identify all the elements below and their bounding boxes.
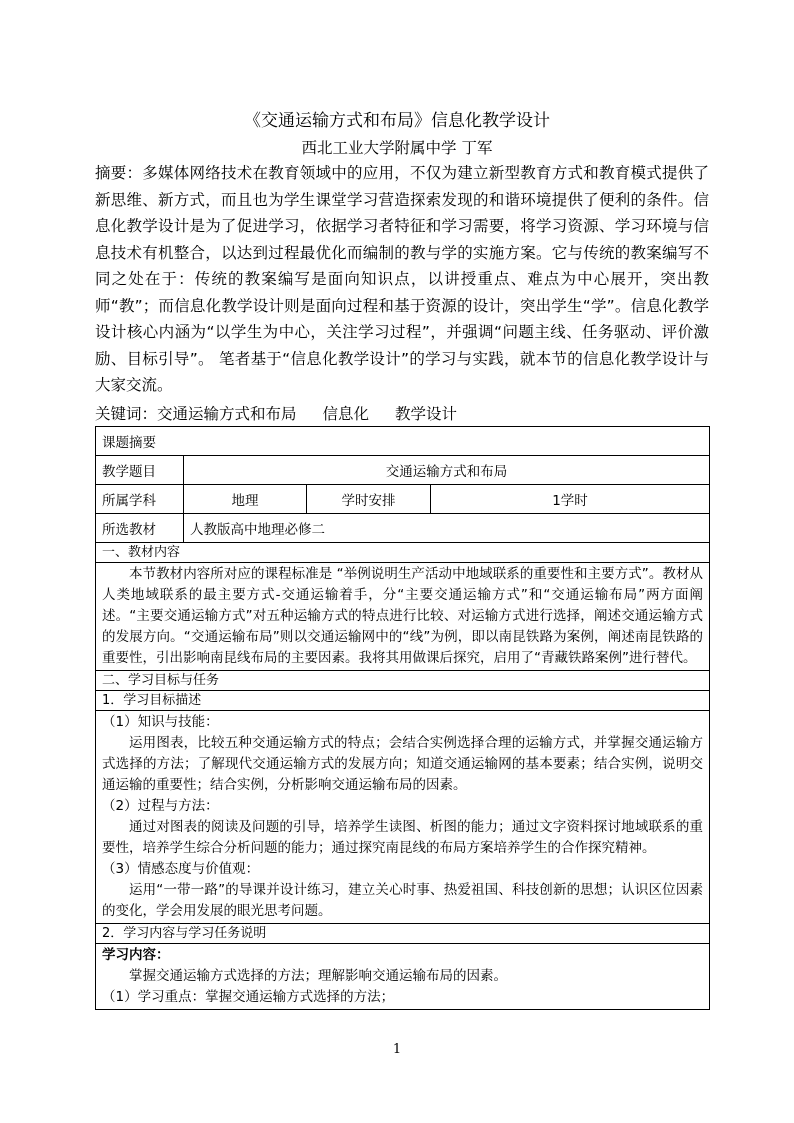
keyword-item: 教学设计 [395, 405, 458, 423]
table-row [96, 924, 710, 944]
goal-1-text: 运用图表，比较五种交通运输方式的特点；会结合实例选择合理的运输方式，并掌握交通运输方式选择的方法；了解现代交通运输方式的发展方向；知道交通运输网的基本要素；结合实例，说明交通运输的重要性；结合实例，分析影响交通运输布局的因素。 [102, 735, 703, 793]
textbook-value: 人教版高中地理必修二 [184, 514, 710, 543]
hours-label: 学时安排 [307, 485, 431, 514]
table-row [96, 671, 710, 691]
table-row [96, 427, 710, 456]
subsection-title-2: 2．学习内容与学习任务说明 [96, 924, 710, 944]
key-point: （1）学习重点：掌握交通运输方式选择的方法； [102, 989, 395, 1005]
table-row [96, 485, 710, 514]
section-title-2: 二、学习目标与任务 [96, 671, 710, 691]
table-row [96, 456, 710, 485]
section-1-text: 本节教材内容所对应的课程标准是 “举例说明生产活动中地域联系的重要性和主要方式”。教材从人类地域联系的最主要方式-交通运输着手，分“主要交通运输方式”和“交通运输布局”两方面阐述。“主要交通运输方式”对五种运输方式的特点进行比较、对运输方式进行选择，阐述交通运输方式的发展方向。“交通运输布局”则以交通运输网中的“线”为例，即以南昆铁路为案例，阐述南昆铁路的重要性，引出影响南昆线布局的主要因素。我将其用做课后探究，启用了“青藏铁路案例”进行替代。 [102, 566, 703, 666]
table-row [96, 944, 710, 1010]
section-title-1: 一、教材内容 [96, 543, 710, 563]
section-1-content [96, 563, 710, 671]
learning-goals [96, 711, 710, 924]
content-text: 掌握交通运输方式选择的方法；理解影响交通运输布局的因素。 [129, 968, 507, 984]
summary-header: 课题摘要 [96, 427, 710, 456]
goal-2-title: （2）过程与方法： [102, 798, 219, 814]
keyword-item: 信息化 [322, 405, 370, 423]
page-number: 1 [392, 1042, 402, 1057]
subsection-title-1: 1．学习目标描述 [96, 691, 710, 711]
hours-value: 1学时 [431, 485, 710, 514]
goal-3-title: （3）情感态度与价值观： [102, 861, 260, 877]
table-row [96, 563, 710, 671]
topic-label: 教学题目 [96, 456, 184, 485]
keywords-line [95, 403, 709, 425]
keywords-label: 关键词： [95, 405, 158, 423]
design-table [95, 426, 710, 1010]
content-label: 学习内容： [102, 947, 170, 963]
goal-3-text: 运用“一带一路”的导课并设计练习，建立关心时事、热爱祖国、科技创新的思想；认识区位因素的变化，学会用发展的眼光思考问题。 [102, 882, 703, 919]
subject-value: 地理 [184, 485, 307, 514]
table-row [96, 691, 710, 711]
author-line: 西北工业大学附属中学 丁军 [301, 139, 493, 157]
goal-1-title: （1）知识与技能： [102, 714, 219, 730]
document-title: 《交通运输方式和布局》信息化教学设计 [244, 111, 550, 131]
goal-2-text: 通过对图表的阅读及问题的引导，培养学生读图、析图的能力；通过文字资料探讨地域联系的重要性，培养学生综合分析问题的能力；通过探究南昆线的布局方案培养学生的合作探究精神。 [102, 819, 703, 856]
abstract-paragraph: 摘要：多媒体网络技术在教育领域中的应用，不仅为建立新型教育方式和教育模式提供了新思维、新方式，而且也为学生课堂学习营造探索发现的和谐环境提供了便利的条件。信息化教学设计是为了促进学习，依据学习者特征和学习需要，将学习资源、学习环境与信息技术有机整合，以达到过程最优化而编制的教与学的实施方案。它与传统的教案编写不同之处在于：传统的教案编写是面向知识点，以讲授重点、难点为中心展开，突出教师“教”；而信息化教学设计则是面向过程和基于资源的设计，突出学生“学”。信息化教学设计核心内涵为“以学生为中心，关注学习过程”，并强调“问题主线、任务驱动、评价激励、目标引导”。 笔者基于“信息化教学设计”的学习与实践，就本节的信息化教学设计与大家交流。 [95, 164, 709, 394]
learning-content [96, 944, 710, 1010]
table-row [96, 711, 710, 924]
table-row [96, 514, 710, 543]
subject-label: 所属学科 [96, 485, 184, 514]
textbook-label: 所选教材 [96, 514, 184, 543]
topic-value: 交通运输方式和布局 [184, 456, 710, 485]
keyword-item: 交通运输方式和布局 [157, 405, 297, 423]
table-row [96, 543, 710, 563]
